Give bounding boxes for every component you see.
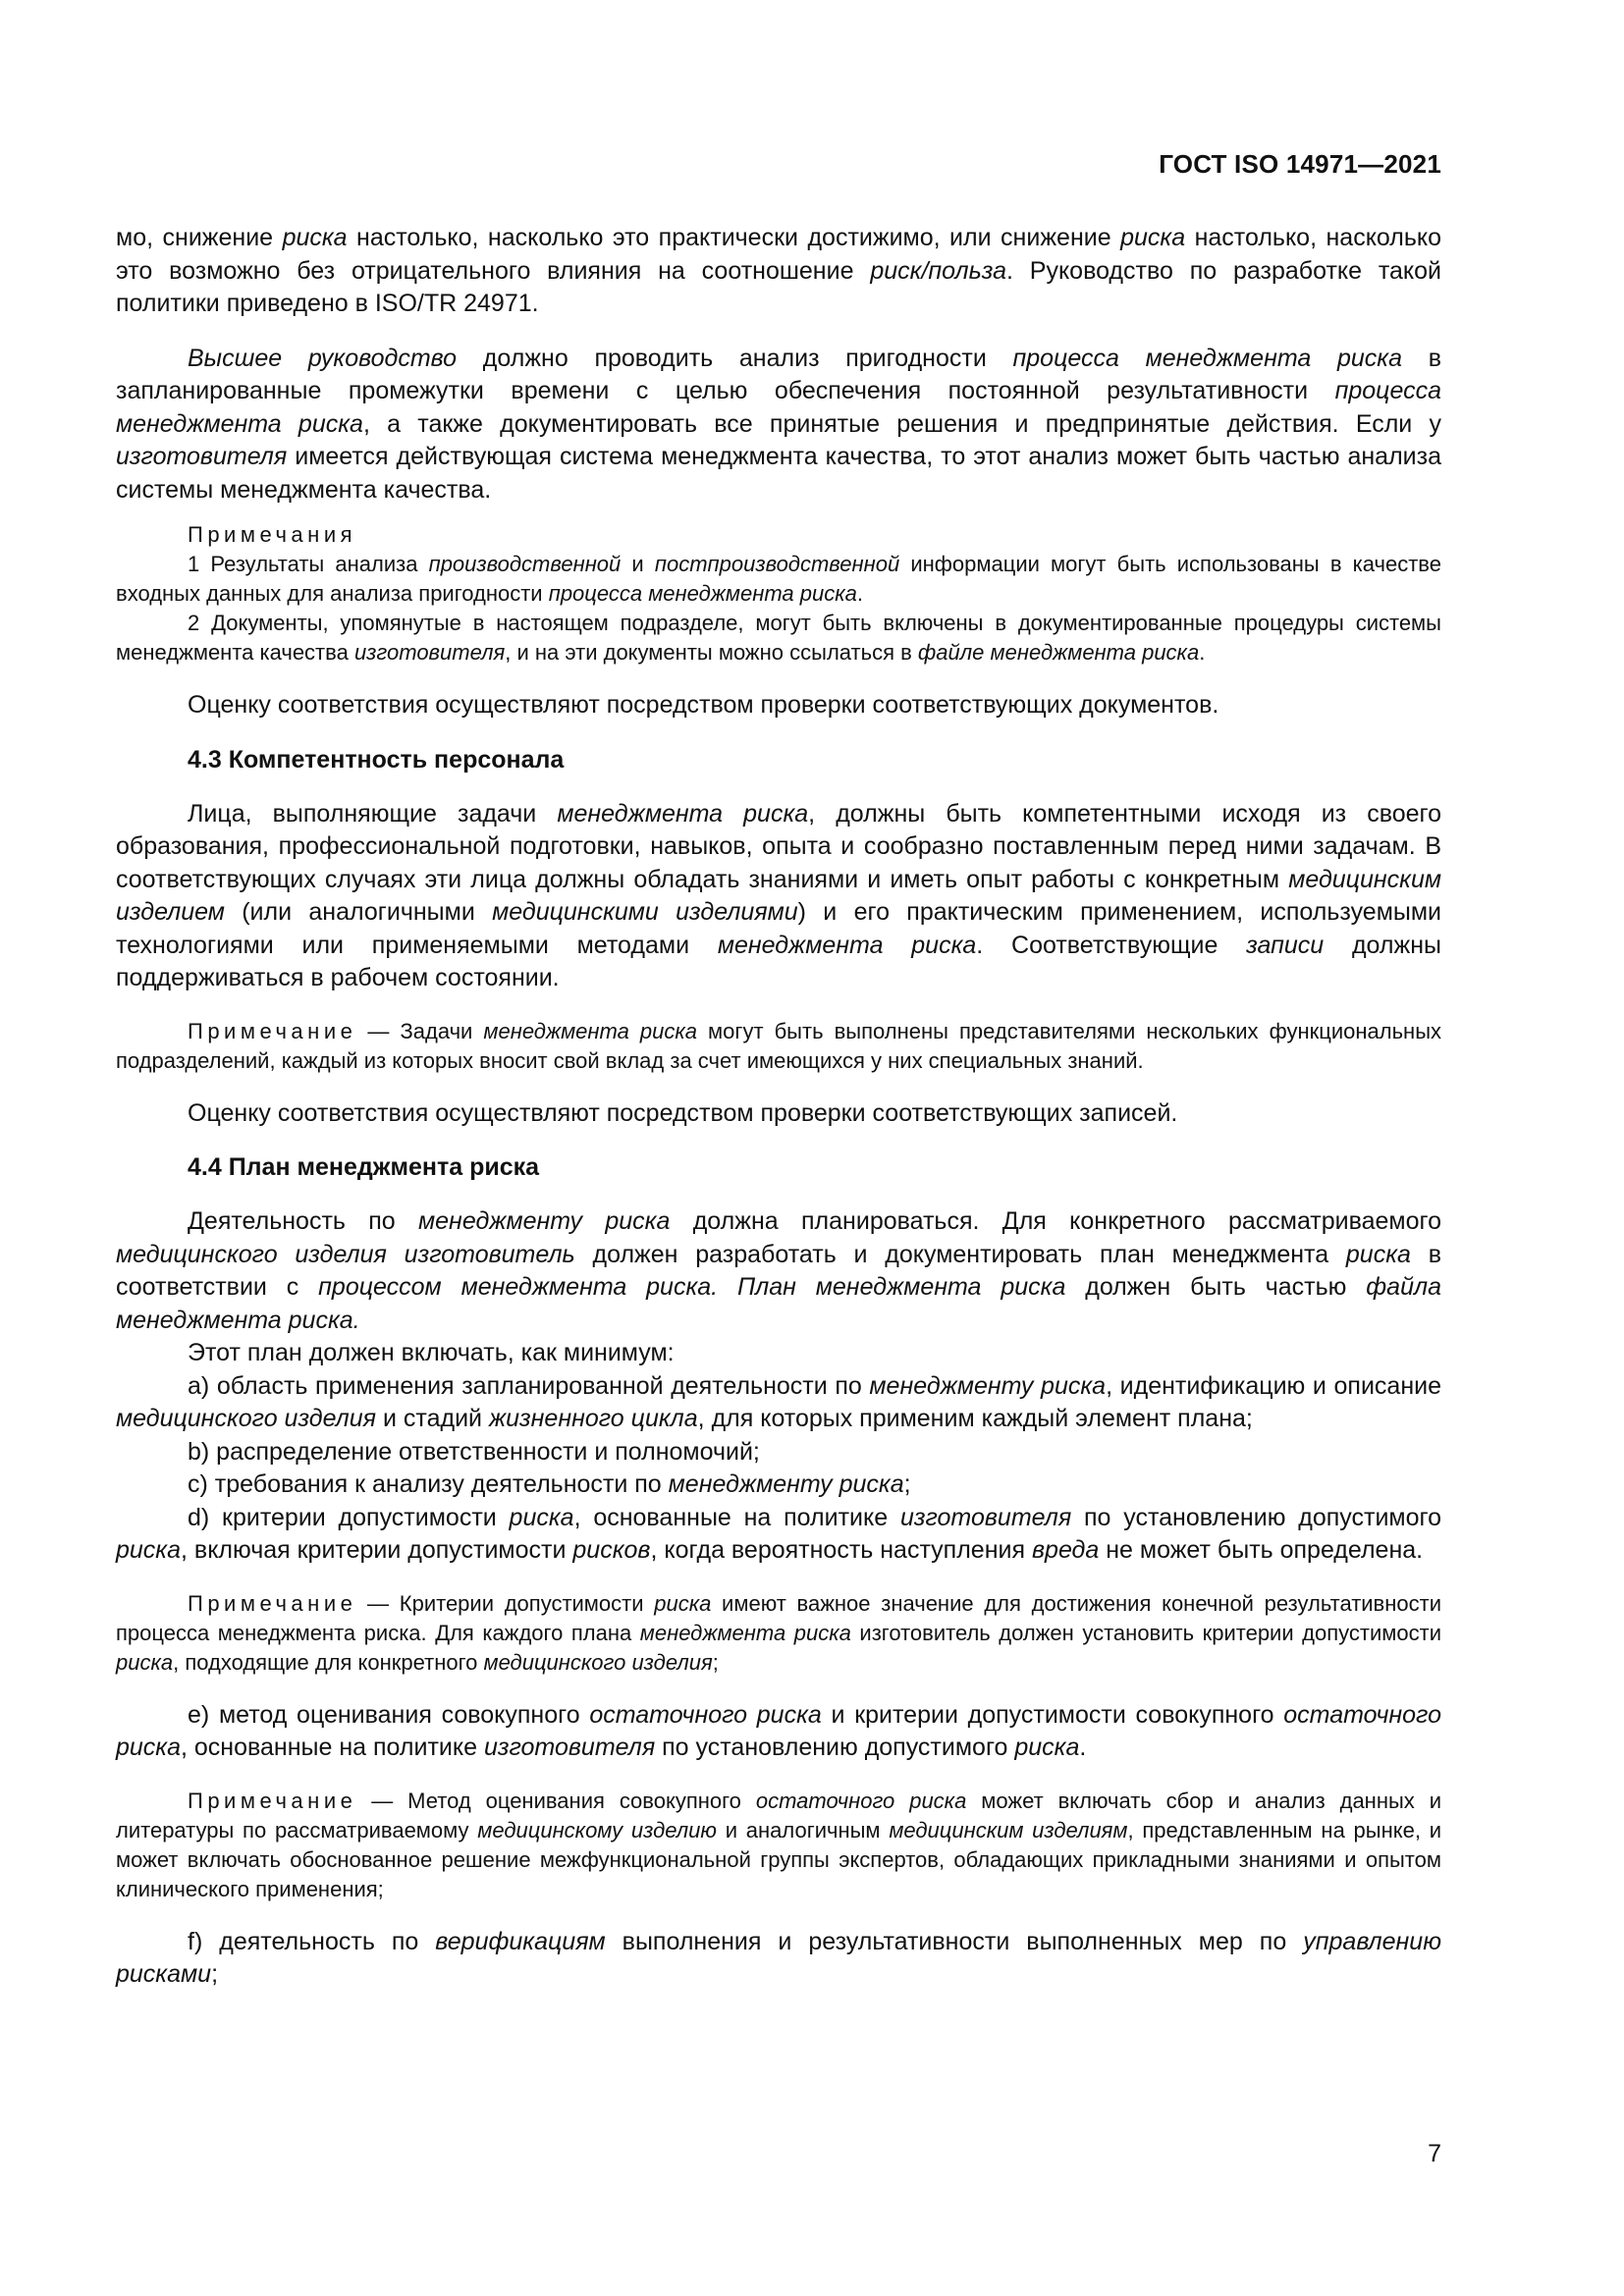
text-run: . Руководство по разработке такой политики приведено в ISO/TR 24971.: [116, 256, 1442, 317]
italic-term: изготовителя: [116, 443, 288, 470]
note-label: Примечания: [188, 522, 357, 547]
text-run: по установлению допустимого: [655, 1734, 1015, 1761]
text-run: выполнения и результативности выполненных мер по: [605, 1927, 1304, 1955]
text-run: — Критерии допустимости: [356, 1590, 655, 1616]
italic-term: менеджменту риска: [418, 1207, 671, 1235]
text-run: b) распределение ответственности и полномочий;: [188, 1437, 760, 1466]
text-run: Деятельность по: [188, 1207, 419, 1235]
text-run: — Задачи: [356, 1018, 484, 1043]
italic-term: менеджменту риска: [869, 1371, 1107, 1400]
text-run: должна планироваться. Для конкретного рассматриваемого: [670, 1207, 1442, 1235]
italic-term: медицинским изделием: [116, 865, 1441, 926]
italic-term: верификациям: [435, 1927, 606, 1955]
italic-term: риска: [1014, 1734, 1080, 1761]
document-code-header: ГОСТ ISO 14971—2021: [1159, 149, 1441, 179]
text-run: могут быть выполнены представителями нескольких функциональных подразделений, каждый из которых вносит свой вклад за счет имеющихся у них специальных знаний.: [116, 1018, 1442, 1073]
list-item-a: [116, 1370, 1441, 1436]
italic-term: изготовителя: [353, 640, 506, 665]
section-heading-4-4: [116, 1151, 1441, 1184]
italic-term: остаточного риска: [755, 1788, 967, 1813]
italic-term: медицинского изделия изготовитель: [116, 1240, 575, 1268]
text-run: , включая критерии допустимости: [181, 1536, 573, 1564]
italic-term: остаточного риска: [116, 1700, 1441, 1761]
italic-term: медицинского изделия: [116, 1405, 377, 1432]
text-run: Этот план должен включать, как минимум:: [188, 1339, 675, 1366]
text-run: и стадий: [376, 1405, 489, 1432]
italic-term: менеджмента риска: [483, 1018, 697, 1043]
italic-term: процесса менеджмента риска: [116, 377, 1441, 438]
italic-term: изготовителя: [899, 1503, 1072, 1531]
text-run: не может быть определена.: [1099, 1536, 1424, 1564]
italic-term: процесса менеджмента риска: [1012, 344, 1403, 372]
paragraph-conformity-documents: [116, 689, 1441, 722]
text-run: c) требования к анализу деятельности по: [188, 1470, 669, 1498]
text-run: настолько, насколько это практически достижимо, или снижение: [347, 224, 1121, 251]
note-label: Примечание: [188, 1590, 357, 1616]
paragraph-conformity-records: [116, 1097, 1441, 1131]
italic-term: риска: [1345, 1240, 1411, 1268]
text-run: в соответствии с: [116, 1240, 1441, 1301]
paragraph-top-management-review: [116, 343, 1441, 507]
paragraph-policy-continuation: [116, 222, 1441, 321]
section-heading-4-3: [116, 744, 1441, 776]
text-run: должно проводить анализ пригодности: [457, 344, 1013, 372]
italic-term: изготовителя: [483, 1734, 656, 1761]
italic-term: менеджменту риска: [668, 1470, 904, 1498]
list-item-d: [116, 1502, 1441, 1568]
text-run: — Метод оценивания совокупного: [356, 1788, 756, 1813]
list-item-c: [116, 1468, 1441, 1502]
text-run: и критерии допустимости совокупного: [821, 1700, 1284, 1729]
notes-heading: [116, 520, 1441, 550]
text-run: 2 Документы, упомянутые в настоящем подразделе, могут быть включены в документированные процедуры системы менеджмента качества: [116, 611, 1441, 665]
text-run: и: [621, 552, 655, 576]
italic-term: менеджмента риска: [557, 799, 809, 828]
paragraph-plan-includes: [116, 1337, 1441, 1370]
text-run: должен разработать и документировать план менеджмента: [574, 1240, 1346, 1268]
text-run: 4.3 Компетентность персонала: [188, 745, 565, 774]
italic-term: жизненного цикла: [488, 1405, 698, 1432]
page-number: 7: [1428, 2140, 1441, 2167]
note-acceptability-criteria: [116, 1589, 1441, 1678]
text-run: , основанные на политике: [181, 1734, 484, 1761]
text-run: f) деятельность по: [188, 1927, 436, 1955]
italic-term: медицинскими изделиями: [492, 898, 798, 926]
italic-term: постпроизводственной: [654, 552, 900, 576]
italic-term: процесса менеджмента риска: [548, 581, 857, 606]
text-run: . Соответствующие: [976, 931, 1247, 959]
text-run: и аналогичным: [716, 1817, 890, 1842]
text-run: 4.4 План менеджмента риска: [188, 1153, 540, 1181]
note-2: [116, 609, 1441, 667]
text-run: изготовитель должен установить критерии допустимости: [850, 1620, 1442, 1645]
note-label: Примечание: [188, 1018, 357, 1043]
text-run: в запланированные промежутки времени с целью обеспечения постоянной результативности: [116, 344, 1442, 404]
list-item-f: [116, 1926, 1441, 1992]
text-run: ;: [712, 1649, 719, 1675]
note-competence: [116, 1017, 1441, 1076]
italic-term: медицинским изделиям: [889, 1817, 1128, 1842]
page-content: [116, 222, 1441, 1992]
italic-term: риска: [509, 1503, 574, 1531]
text-run: должны поддерживаться в рабочем состоянии.: [116, 931, 1442, 991]
italic-term: риска: [654, 1590, 712, 1616]
italic-term: файле менеджмента риска: [917, 640, 1200, 665]
italic-term: менеджмента риска: [639, 1620, 851, 1645]
italic-term: файла менеджмента риска.: [116, 1273, 1441, 1334]
list-item-e: [116, 1699, 1441, 1765]
text-run: .: [1079, 1734, 1087, 1761]
italic-term: вреда: [1031, 1536, 1100, 1564]
text-run: Оценку соответствия осуществляют посредством проверки соответствующих записей.: [188, 1098, 1178, 1127]
paragraph-plan-activities: [116, 1205, 1441, 1337]
text-run: , должны быть компетентными исходя из своего образования, профессиональной подготовки, навыков, опыта и сообразно поставленным перед ними задачам. В соответствующих случаях эти лица должны обладать знаниями и иметь опыт работы с конкретным: [116, 799, 1441, 893]
text-run: может включать сбор и анализ данных и литературы по рассматриваемому: [116, 1788, 1442, 1842]
text-run: ;: [211, 1960, 219, 1988]
text-run: (или аналогичными: [224, 898, 493, 926]
note-1: [116, 550, 1441, 609]
text-run: , и на эти документы можно ссылаться в: [505, 640, 918, 665]
text-run: .: [856, 581, 863, 606]
note-label: Примечание: [188, 1788, 357, 1813]
text-run: e) метод оценивания совокупного: [188, 1700, 590, 1729]
text-run: имеют важное значение для достижения конечной результативности процесса менеджмента риска. Для каждого плана: [116, 1590, 1441, 1645]
text-run: , для которых применим каждый элемент плана;: [697, 1405, 1253, 1432]
text-run: a) область применения запланированной деятельности по: [188, 1371, 870, 1400]
italic-term: риска: [282, 224, 348, 251]
italic-term: риска: [116, 1649, 174, 1675]
text-run: ) и его практическим применением, используемыми технологиями или применяемыми методами: [116, 898, 1442, 959]
italic-term: процессом менеджмента риска. План менеджмента риска: [318, 1273, 1066, 1301]
text-run: Оценку соответствия осуществляют посредством проверки соответствующих документов.: [188, 691, 1219, 719]
italic-term: менеджмента риска: [717, 931, 977, 959]
text-run: настолько, насколько это возможно без отрицательного влияния на соотношение: [116, 224, 1441, 285]
italic-term: управлению рисками: [116, 1927, 1441, 1988]
text-run: , когда вероятность наступления: [650, 1536, 1032, 1564]
text-run: d) критерии допустимости: [188, 1503, 510, 1531]
italic-term: риска: [1120, 224, 1186, 251]
italic-term: рисков: [572, 1536, 651, 1564]
text-run: Лица, выполняющие задачи: [188, 799, 558, 828]
italic-term: риска: [116, 1536, 182, 1564]
text-run: информации могут быть использованы в качестве входных данных для анализа пригодности: [116, 552, 1441, 606]
italic-term: остаточного риска: [589, 1700, 822, 1729]
list-item-b: [116, 1436, 1441, 1469]
italic-term: производственной: [428, 552, 622, 576]
text-run: ;: [903, 1470, 911, 1498]
text-run: 1 Результаты анализа: [188, 552, 429, 576]
note-overall-residual-risk: [116, 1787, 1441, 1904]
italic-term: Высшее руководство: [188, 344, 458, 372]
italic-term: медицинскому изделию: [477, 1817, 717, 1842]
text-run: по установлению допустимого: [1071, 1503, 1441, 1531]
text-run: имеется действующая система менеджмента качества, то этот анализ может быть частью анализа системы менеджмента качества.: [116, 443, 1441, 504]
text-run: мо, снижение: [116, 224, 283, 251]
italic-term: записи: [1246, 931, 1325, 959]
text-run: , представленным на рынке, и может включать обоснованное решение межфункциональной группы экспертов, обладающих прикладными знаниями и опытом клинического применения;: [116, 1817, 1442, 1901]
text-run: , основанные на политике: [573, 1503, 900, 1531]
text-run: , идентификацию и описание: [1106, 1371, 1441, 1400]
paragraph-personnel-competence: [116, 798, 1441, 995]
text-run: , подходящие для конкретного: [173, 1649, 484, 1675]
text-run: .: [1199, 640, 1206, 665]
text-run: , а также документировать все принятые решения и предпринятые действия. Если у: [362, 409, 1442, 438]
text-run: должен быть частью: [1065, 1273, 1367, 1301]
italic-term: риск/польза: [870, 256, 1006, 285]
italic-term: медицинского изделия: [483, 1649, 713, 1675]
